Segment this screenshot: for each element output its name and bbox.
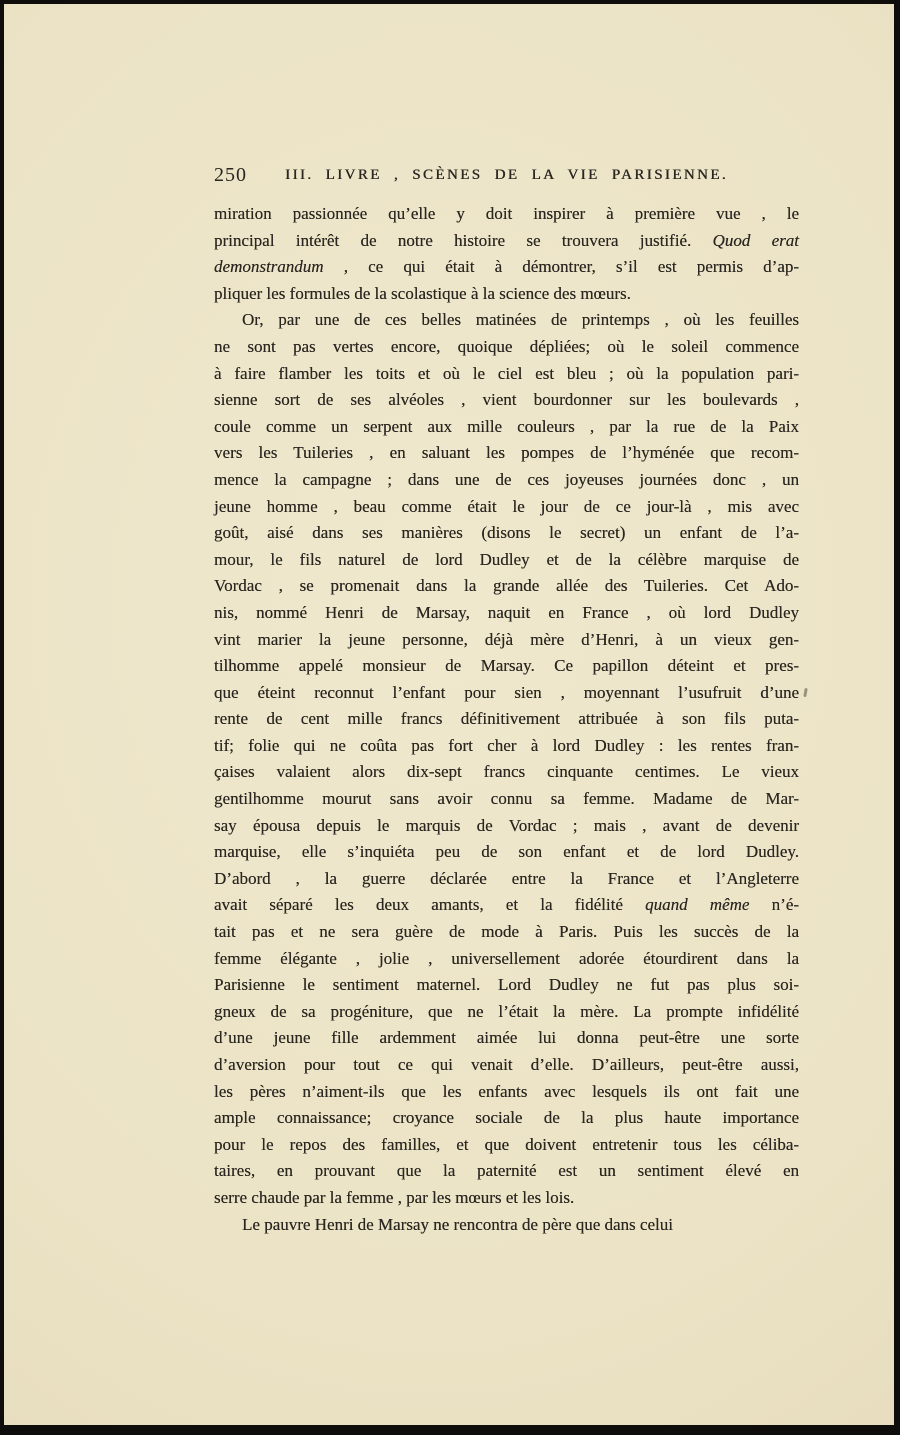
text-segment: Parisienne le sentiment maternel. Lord Dudley ne fut pas plus soi- [214,975,799,995]
text-segment: les pères n’aiment-ils que les enfants avec lesquels ils ont fait une [214,1081,799,1101]
text-line [214,361,799,388]
text-segment: goût, aisé dans ses manières (disons le secret) un enfant de l’a- [214,523,799,543]
text-line [214,228,799,255]
text-line [214,627,799,654]
text-line [214,892,799,919]
running-title: III. LIVRE , SCÈNES DE LA VIE PARISIENNE. [285,167,728,183]
text-line [214,786,799,813]
text-line [214,759,799,786]
text-line [214,1079,799,1106]
text-segment: vint marier la jeune personne, déjà mère d’Henri, à un vieux gen- [214,629,799,649]
text-line [214,813,799,840]
text-line [214,334,799,361]
text-segment: que éteint reconnut l’enfant pour sien , moyennant l’usufruit d’une [214,682,799,702]
text-line [214,839,799,866]
text-line [214,201,799,228]
text-segment: femme élégante , jolie , universellement adorée étourdirent dans la [214,948,799,968]
ink-speck [803,688,808,697]
text-segment: ample connaissance; croyance sociale de la plus haute importance [214,1108,799,1128]
text-line [214,307,799,334]
text-line [214,1158,799,1185]
text-line [214,1105,799,1132]
text-line [214,866,799,893]
running-header [214,164,799,190]
text-line [214,653,799,680]
text-segment: à faire flamber les toits et où le ciel est bleu ; où la population pari- [214,363,799,383]
text-segment: say épousa depuis le marquis de Vordac ; mais , avant de devenir [214,815,799,835]
text-line [214,414,799,441]
text-segment: Or, par une de ces belles matinées de printemps , où les feuilles [242,310,799,330]
text-line [214,706,799,733]
text-line [214,281,799,308]
text-segment: pour le repos des familles, et que doivent entretenir tous les céliba- [214,1134,799,1154]
text-segment: tait pas et ne sera guère de mode à Paris. Puis les succès de la [214,922,799,942]
text-block [214,201,799,1238]
text-segment: , ce qui était à démontrer, s’il est permis d’ap- [323,257,799,277]
text-line [214,946,799,973]
text-line [214,1185,799,1212]
text-segment: marquise, elle s’inquiéta peu de son enfant et de lord Dudley. [214,842,799,862]
text-segment: avait séparé les deux amants, et la fidélité [214,895,646,915]
text-segment: vers les Tuileries , en saluant les pompes de l’hyménée que recom- [214,443,799,463]
page-number: 250 [214,164,247,186]
text-segment: mence la campagne ; dans une de ces joyeuses journées donc , un [214,469,799,489]
text-line [214,254,799,281]
text-line [214,467,799,494]
text-segment: tif; folie qui ne coûta pas fort cher à lord Dudley : les rentes fran- [214,735,799,755]
text-line [214,520,799,547]
text-segment: serre chaude par la femme , par les mœurs et les lois. [214,1187,575,1207]
text-line [214,1025,799,1052]
text-segment: taires, en prouvant que la paternité est un sentiment élevé en [214,1161,799,1181]
text-segment: rente de cent mille francs définitivement attribuée à son fils puta- [214,709,799,729]
text-segment: gentilhomme mourut sans avoir connu sa femme. Madame de Mar- [214,789,799,809]
text-segment: nis, nommé Henri de Marsay, naquit en France , où lord Dudley [214,602,799,622]
text-segment: D’abord , la guerre déclarée entre la France et l’Angleterre [214,868,799,888]
text-segment: d’aversion pour tout ce qui venait d’elle. D’ailleurs, peut-être aussi, [214,1055,799,1074]
text-line [214,733,799,760]
text-segment: sienne sort de ses alvéoles , vient bourdonner sur les boulevards , [214,390,799,410]
text-segment: Le pauvre Henri de Marsay ne rencontra de père que dans celui [242,1214,673,1234]
text-line [214,387,799,414]
text-line [214,972,799,999]
italic-text-segment: Quod erat [712,230,799,250]
text-segment: ne sont pas vertes encore, quoique dépliées; où le soleil commence [214,336,799,356]
text-segment: çaises valaient alors dix-sept francs cinquante centimes. Le vieux [214,762,799,782]
text-line [214,1052,799,1079]
text-line [214,919,799,946]
text-line [214,494,799,521]
italic-text-segment: demonstrandum [214,257,324,277]
text-line [214,547,799,574]
text-segment: n’é- [749,895,800,915]
text-line [214,999,799,1026]
text-line [214,680,799,707]
text-segment: Vordac , se promenait dans la grande allée des Tuileries. Cet Ado- [214,576,799,596]
text-segment: principal intérêt de notre histoire se trouvera justifié. [214,230,713,250]
text-line [214,1212,799,1239]
text-segment: miration passionnée qu’elle y doit inspirer à première vue , le [214,204,799,223]
text-line [214,440,799,467]
text-line [214,1132,799,1159]
text-segment: jeune homme , beau comme était le jour de ce jour-là , mis avec [214,496,799,516]
text-line [214,600,799,627]
text-segment: gneux de sa progéniture, que ne l’était la mère. La prompte infidélité [214,1001,799,1021]
text-segment: d’une jeune fille ardemment aimée lui donna peut-être une sorte [214,1028,799,1048]
text-line [214,573,799,600]
text-segment: coule comme un serpent aux mille couleurs , par la rue de la Paix [214,416,799,436]
text-segment: pliquer les formules de la scolastique à la science des mœurs. [214,283,631,303]
text-segment: tilhomme appelé monsieur de Marsay. Ce papillon déteint et pres- [214,656,799,676]
text-segment: mour, le fils naturel de lord Dudley et de la célèbre marquise de [214,549,799,569]
italic-text-segment: quand même [645,895,750,915]
